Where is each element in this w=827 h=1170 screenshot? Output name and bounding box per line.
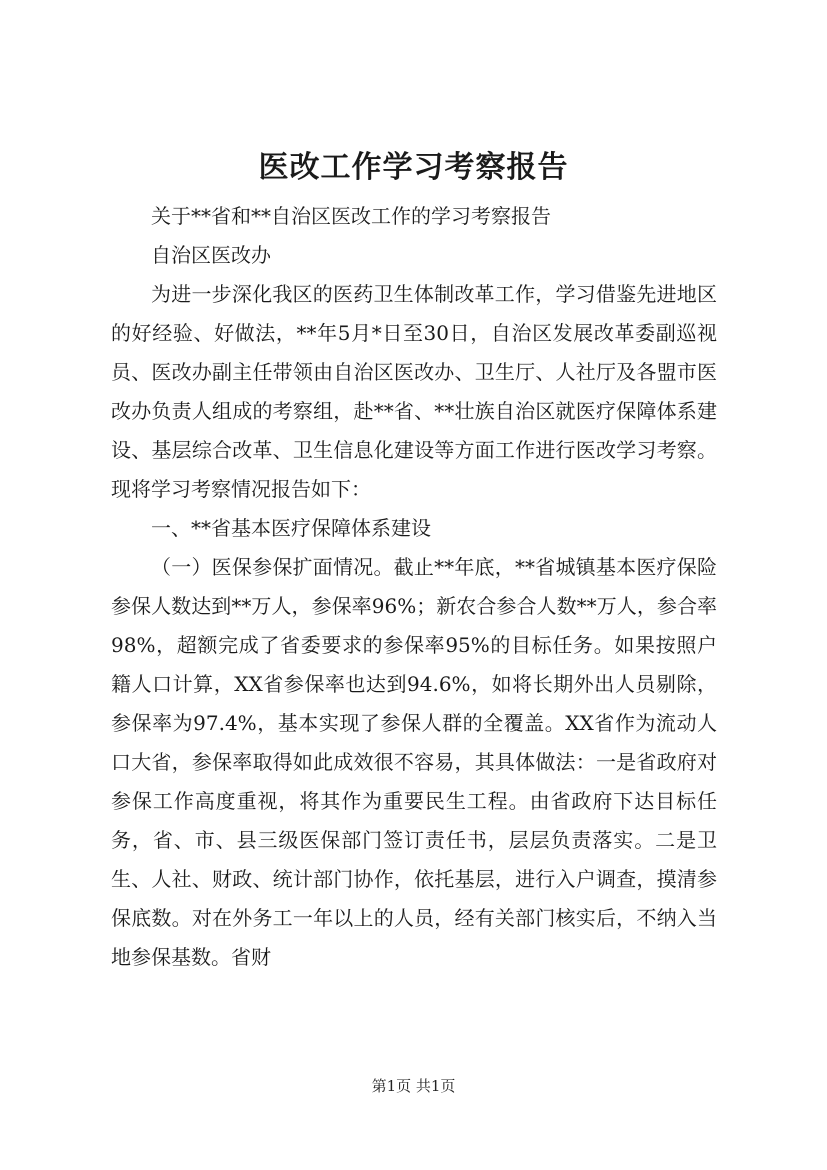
- document-title: 医改工作学习考察报告: [258, 150, 569, 185]
- report-issuer: 自治区医改办: [151, 243, 271, 267]
- section-paragraph: （一）医保参保扩面情况。截止**年底，**省城镇基本医疗保险参保人数达到**万人，参保率96%；新农合参合人数**万人，参合率98%，超额完成了省委要求的参保率95%的目标任务。如果按照户籍人口计算，XX省参保率也达到94.6%，如将长期外出人员剔除，参保率为97.4%，基本实现了参保人群的全覆盖。XX省作为流动人口大省，参保率取得如此成效很不容易，其具体做法：一是省政府对参保工作高度重视，将其作为重要民生工程。由省政府下达目标任务，省、市、县三级医保部门签订责任书，层层负责落实。二是卫生、人社、财政、统计部门协作，依托基层，进行入户调查，摸清参保底数。对在外务工一年以上的人员，经有关部门核实后，不纳入当地参保基数。省财: [111, 555, 717, 969]
- page-footer: 第1页 共1页: [371, 1077, 456, 1095]
- intro-paragraph: 为进一步深化我区的医药卫生体制改革工作，学习借鉴先进地区的好经验、好做法，**年5月*日至30日，自治区发展改革委副巡视员、医改办副主任带领由自治区医改办、卫生厅、人社厅及各盟市医改办负责人组成的考察组，赴**省、**壮族自治区就医疗保障体系建设、基层综合改革、卫生信息化建设等方面工作进行医改学习考察。现将学习考察情况报告如下：: [111, 282, 717, 501]
- section-heading: 一、**省基本医疗保障体系建设: [151, 516, 431, 540]
- report-subtitle: 关于**省和**自治区医改工作的学习考察报告: [151, 204, 551, 228]
- document-body: [111, 197, 717, 977]
